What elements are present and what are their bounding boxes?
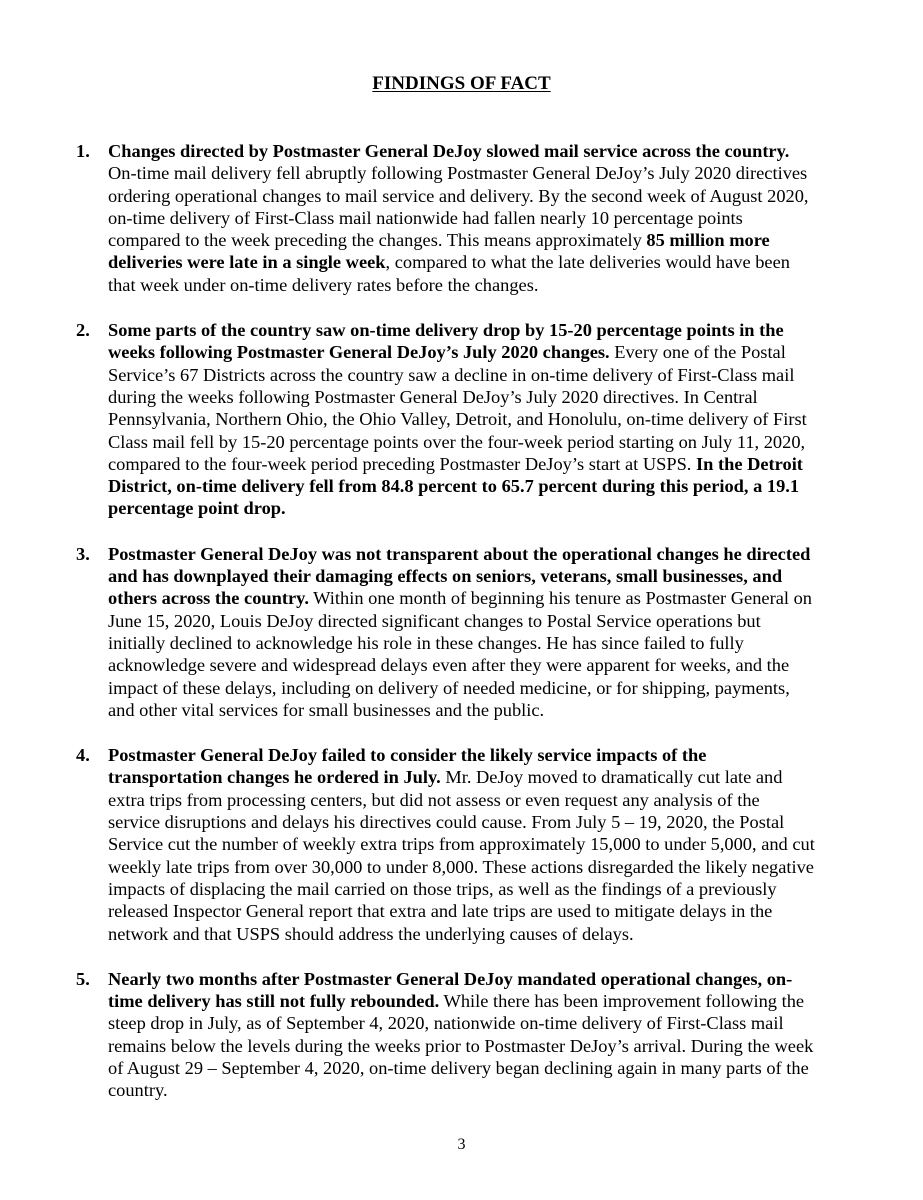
finding-body: On-time mail delivery fell abruptly following Postmaster General DeJoy’s July 2020 directives ordering operational changes to mail service and delivery. By the second week of August 2020, on-time delivery of First-Class mail nationwide had fallen nearly 10 percentage points compared to the week preceding the changes. This means approximately — [108, 163, 809, 251]
finding-lead: Postmaster General DeJoy failed to consider the likely service impacts of the transportation changes he ordered in July. — [108, 745, 707, 788]
page-title-text: FINDINGS OF FACT — [372, 73, 551, 94]
finding-item — [76, 140, 816, 296]
finding-lead: Postmaster General DeJoy was not transparent about the operational changes he directed and has downplayed their damaging effects on seniors, veterans, small businesses, and others across the country. — [108, 543, 811, 609]
finding-body: Mr. DeJoy moved to dramatically cut late and extra trips from processing centers, but did not assess or even request any analysis of the service disruptions and delays his directives could cause. From July 5 – 19, 2020, the Postal Service cut the number of weekly extra trips from approximately 15,000 to under 5,000, and cut weekly late trips from over 30,000 to under 8,000. These actions disregarded the likely negative impacts of displacing the mail carried on those trips, as well as the findings of a previously released Inspector General report that extra and late trips are used to mitigate delays in the network and that USPS should address the underlying causes of delays. — [108, 767, 815, 944]
finding-paragraph — [108, 543, 816, 721]
finding-body: Within one month of beginning his tenure as Postmaster General on June 15, 2020, Louis DeJoy directed significant changes to Postal Service operations but initially declined to acknowledge his role in these changes. He has since failed to fully acknowledge severe and widespread delays even after they were apparent for weeks, and the impact of these delays, including on delivery of needed medicine, or for shipping, payments, and other vital services for small businesses and the public. — [108, 588, 812, 720]
page-title — [0, 71, 923, 97]
finding-lead: Nearly two months after Postmaster General DeJoy mandated operational changes, on-time delivery has still not fully rebounded. — [108, 968, 793, 1012]
finding-number: 1. — [76, 141, 90, 161]
finding-lead: Some parts of the country saw on-time delivery drop by 15-20 percentage points in the weeks following Postmaster General DeJoy’s July 2020 changes. — [108, 320, 784, 363]
finding-paragraph — [108, 140, 816, 296]
finding-number: 2. — [76, 320, 90, 341]
finding-emphasis: 85 million more deliveries were late in a single week — [108, 230, 770, 273]
finding-body: While there has been improvement following the steep drop in July, as of September 4, 2020, nationwide on-time delivery of First-Class mail remains below the levels during the weeks prior to Postmaster DeJoy’s arrival. During the week of August 29 – September 4, 2020, on-time delivery began declining again in many parts of the country. — [108, 991, 814, 1101]
findings-list — [76, 140, 816, 1125]
page-number: 3 — [457, 1136, 466, 1153]
finding-paragraph — [108, 968, 816, 1102]
finding-item — [76, 543, 816, 721]
finding-body-end: , compared to what the late deliveries would have been that week under on-time delivery rates before the changes. — [108, 252, 790, 295]
finding-paragraph — [108, 319, 816, 520]
finding-number: 3. — [76, 543, 90, 564]
finding-item — [76, 744, 816, 945]
finding-number: 4. — [76, 745, 90, 766]
finding-lead: Changes directed by Postmaster General DeJoy slowed mail service across the country. — [108, 141, 790, 161]
finding-item — [76, 968, 816, 1102]
finding-number: 5. — [76, 968, 90, 989]
finding-emphasis: In the Detroit District, on-time delivery fell from 84.8 percent to 65.7 percent during this period, a 19.1 percentage point drop. — [108, 453, 803, 519]
finding-body: Every one of the Postal Service’s 67 Districts across the country saw a decline in on-time delivery of First-Class mail during the weeks following Postmaster General DeJoy’s July 2020 directives. In Central Pennsylvania, Northern Ohio, the Ohio Valley, Detroit, and Honolulu, on-time delivery of First Class mail fell by 15-20 percentage points over the four-week period starting on July 11, 2020, compared to the four-week period preceding Postmaster DeJoy’s start at USPS. — [108, 342, 807, 474]
finding-paragraph — [108, 744, 816, 945]
finding-item — [76, 319, 816, 520]
